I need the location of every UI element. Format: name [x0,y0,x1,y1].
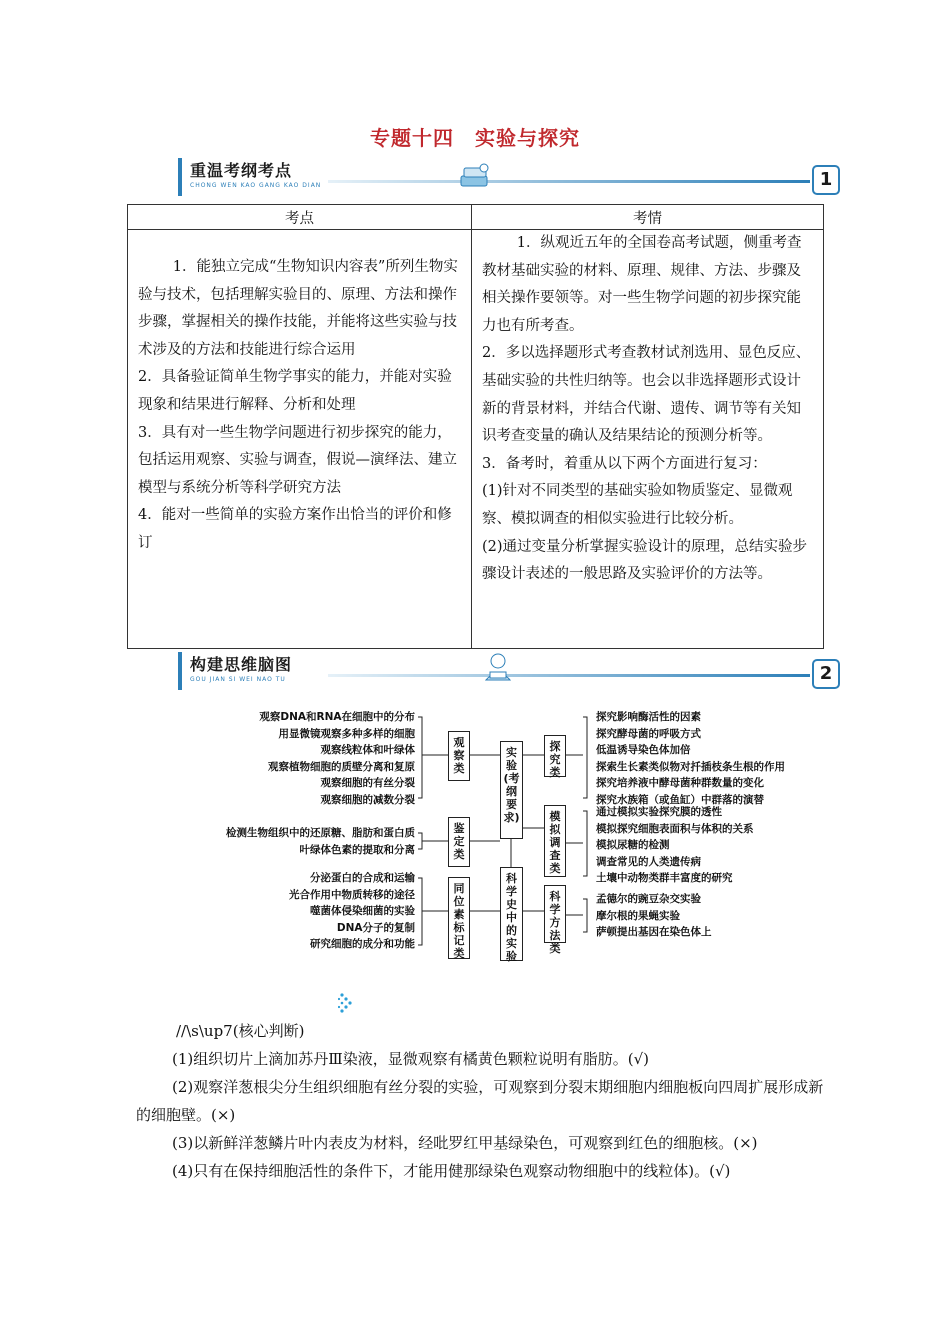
point-item: 2．具备验证简单生物学事实的能力，并能对实验现象和结果进行解释、分析和处理 [138,369,452,413]
banner-line [328,180,810,183]
list-item: DNA分子的复制 [336,921,415,934]
list-item: 观察DNA和RNA在细胞中的分布 [259,711,415,723]
list-item: 模拟尿糖的检测 [596,839,670,851]
analysis-item: 3．备考时，着重从以下两个方面进行复习： [482,455,767,472]
group-isotope: 同位素标记类 [448,877,470,959]
group-identify: 鉴定类 [448,817,470,867]
list-item: 探究酵母菌的呼吸方式 [596,727,701,740]
analysis-cell [472,230,824,649]
analysis-item: (1)针对不同类型的基础实验如物质鉴定、显微观察、模拟调查的相似实验进行比较分析。 [482,483,793,527]
group-method: 科学方法类 [544,885,566,943]
list-item: 孟德尔的豌豆杂交实验 [596,893,701,905]
group-explore: 探究类 [544,735,566,777]
identify-items [226,825,415,858]
point-item: 4．能对一些简单的实验方案作出恰当的评价和修订 [138,507,452,551]
list-item: 观察线粒体和叶绿体 [320,744,415,756]
point-item: 3．具有对一些生物学问题进行初步探究的能力，包括运用观察、实验与调查，假说—演绎法、建立模型与系统分析等科学研究方法 [138,424,457,496]
list-item: 探究培养液中酵母菌种群数量的变化 [596,777,764,789]
page-title: 专题十四 实验与探究 [370,126,580,150]
list-item: 萨顿提出基因在染色体上 [596,926,712,938]
section-number: 1 [812,165,840,195]
judgment-item: (1)组织切片上滴加苏丹Ⅲ染液，显微观察有橘黄色颗粒说明有脂肪。(√) [172,1050,649,1068]
section-number: 2 [812,659,840,689]
section-heading: 构建思维脑图 [190,655,293,674]
analysis-item: 2．多以选择题形式考查教材试剂选用、显色反应、基础实验的共性归纳等。也会以非选择题形式设计新的背景材料，并结合代谢、遗传、调节等有关知识考查变量的确认及结果结论的预测分析等。 [482,345,811,445]
core-judgment [136,1017,826,1185]
mind-map [186,705,826,975]
center-box: 实验(考纲要求) [500,741,523,839]
list-item: 检测生物组织中的还原糖、脂肪和蛋白质 [226,827,415,839]
list-item: 噬菌体侵染细菌的实验 [310,905,415,917]
section-pinyin: GOU JIAN SI WEI NAO TU [190,676,286,683]
list-item: 通过模拟实验探究膜的透性 [596,806,722,818]
outline-table [127,204,824,649]
list-item: 光合作用中物质转移的途径 [289,888,415,901]
list-item: 低温诱导染色体加倍 [596,744,691,756]
col-header-analysis: 考情 [472,205,824,230]
point-item: 1．能独立完成“生物知识内容表”所列生物实验与技术，包括理解实验目的、原理、方法和操作步骤，掌握相关的操作技能，并能将这些实验与技术涉及的方法和技能进行综合运用 [138,259,458,358]
list-item: 调查常见的人类遗传病 [596,855,701,868]
list-item: 模拟探究细胞表面积与体积的关系 [596,822,754,835]
list-item: 分泌蛋白的合成和运输 [310,872,415,884]
section-tag [178,652,326,690]
books-icon [458,162,494,192]
section-banner-2 [178,650,840,696]
judgment-item: (3)以新鲜洋葱鳞片叶内表皮为材料，经吡罗红甲基绿染色，可观察到红色的细胞核。(×) [172,1134,758,1152]
observe-items [259,709,415,808]
list-item: 用显微镜观察多种多样的细胞 [278,727,415,740]
group-observe: 观察类 [448,731,470,781]
points-cell [128,230,472,649]
group-simulate: 模拟调查类 [544,805,566,877]
method-items [596,891,712,941]
list-item: 摩尔根的果蝇实验 [596,909,680,922]
analysis-item: (2)通过变量分析掌握实验设计的原理，总结实验步骤设计表述的一般思路及实验评价的方法等。 [482,538,808,583]
list-item: 探究水族箱（或鱼缸）中群落的演替 [596,793,764,806]
explore-items [596,709,785,808]
list-item: 叶绿体色素的提取和分离 [299,843,415,856]
banner-line [328,674,810,677]
judgment-item: (4)只有在保持细胞活性的条件下，才能用健那绿染色观察动物细胞中的线粒体)。(√) [172,1162,731,1180]
judgment-heading: //\s\up7(核心判断) [176,1022,305,1040]
list-item: 观察细胞的减数分裂 [320,793,415,806]
section-tag [178,158,326,196]
list-item: 观察细胞的有丝分裂 [320,777,415,789]
science-history-box: 科学史中的实验 [500,867,523,961]
list-item: 探究影响酶活性的因素 [596,711,701,723]
section-banner-1 [178,156,840,202]
list-item: 观察植物细胞的质壁分离和复原 [268,760,415,773]
col-header-points: 考点 [128,205,472,230]
section-pinyin: CHONG WEN KAO GANG KAO DIAN [190,182,322,189]
analysis-item: 1．纵观近五年的全国卷高考试题，侧重考查教材基础实验的材料、原理、规律、方法、步骤及相关操作要领等。对一些生物学问题的初步探究能力也有所考查。 [482,235,802,334]
simulate-items [596,804,754,887]
isotope-items [289,870,415,953]
chevron-right-icon [338,992,360,1014]
list-item: 探索生长素类似物对扦插枝条生根的作用 [596,760,785,773]
section-heading: 重温考纲考点 [190,161,293,180]
student-reading-icon [480,652,516,682]
list-item: 土壤中动物类群丰富度的研究 [596,872,733,884]
list-item: 研究细胞的成分和功能 [310,938,415,950]
judgment-item: (2)观察洋葱根尖分生组织细胞有丝分裂的实验，可观察到分裂末期细胞内细胞板向四周扩展形成新的细胞壁。(×) [136,1078,824,1124]
